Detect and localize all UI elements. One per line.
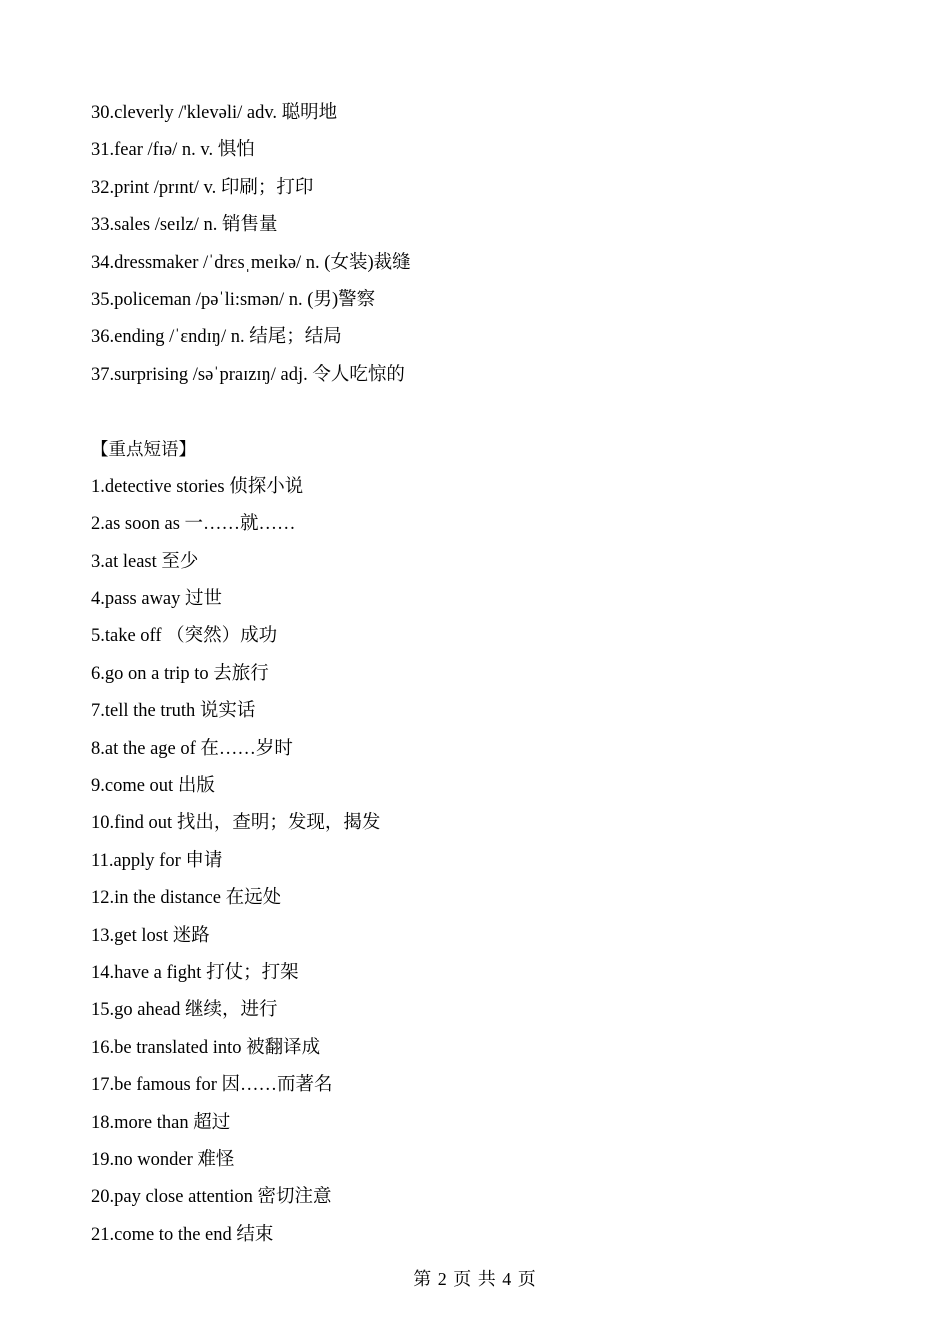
- vocab-item: 37.surprising /səˈpraɪzɪŋ/ adj. 令人吃惊的: [91, 364, 405, 385]
- phrase-item: 18.more than 超过: [91, 1112, 231, 1133]
- phrase-item: 17.be famous for 因……而著名: [91, 1075, 333, 1096]
- phrase-item: 16.be translated into 被翻译成: [91, 1037, 321, 1058]
- section-spacer: [91, 397, 871, 434]
- phrase-item: 20.pay close attention 密切注意: [91, 1187, 332, 1208]
- phrase-item: 21.come to the end 结束: [91, 1224, 274, 1245]
- phrase-item: 13.get lost 迷路: [91, 925, 210, 946]
- vocab-item: 30.cleverly /'klevəli/ adv. 聪明地: [91, 103, 338, 123]
- phrase-item: 5.take off （突然）成功: [91, 626, 278, 647]
- vocab-item: 34.dressmaker /ˈdrɛsˌmeɪkə/ n. (女装)裁缝: [91, 252, 411, 273]
- page-content: [91, 98, 871, 1257]
- vocab-item: 31.fear /fɪə/ n. v. 惧怕: [91, 140, 255, 161]
- phrase-item: 1.detective stories 侦探小说: [91, 476, 304, 497]
- phrase-item: 19.no wonder 难怪: [91, 1149, 235, 1170]
- phrase-item: 3.at least 至少: [91, 551, 199, 572]
- phrase-item: 15.go ahead 继续，进行: [91, 1000, 278, 1021]
- vocab-item: 33.sales /seɪlz/ n. 销售量: [91, 215, 278, 236]
- phrase-item: 12.in the distance 在远处: [91, 888, 282, 909]
- phrase-item: 11.apply for 申请: [91, 850, 223, 871]
- vocab-item: 36.ending /ˈɛndɪŋ/ n. 结尾；结局: [91, 327, 342, 348]
- phrase-item: 6.go on a trip to 去旅行: [91, 663, 269, 684]
- page-footer: 第 2 页 共 4 页: [413, 1269, 537, 1289]
- vocab-item: 32.print /prɪnt/ v. 印刷；打印: [91, 177, 314, 198]
- vocab-item: 35.policeman /pəˈli:smən/ n. (男)警察: [91, 289, 376, 310]
- phrase-item: 4.pass away 过世: [91, 589, 223, 610]
- phrase-item: 14.have a fight 打仗；打架: [91, 962, 299, 983]
- phrase-item: 7.tell the truth 说实话: [91, 701, 256, 722]
- phrases-heading: 【重点短语】: [91, 439, 196, 460]
- phrase-item: 9.come out 出版: [91, 776, 215, 797]
- phrase-item: 8.at the age of 在……岁时: [91, 738, 293, 759]
- phrase-item: 10.find out 找出，查明；发现，揭发: [91, 813, 381, 834]
- phrase-item: 2.as soon as 一……就……: [91, 514, 296, 535]
